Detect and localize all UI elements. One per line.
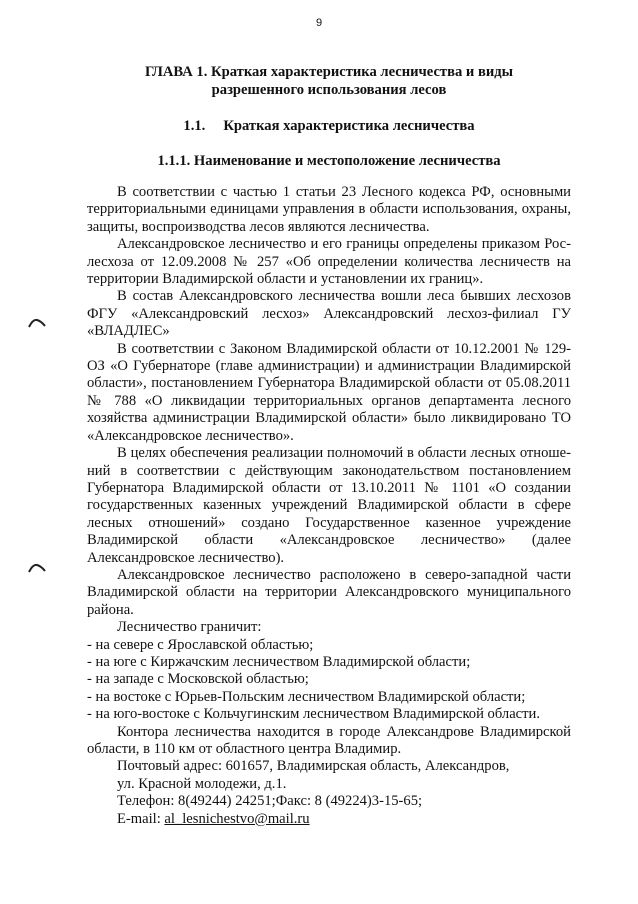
email-link[interactable]: al_lesnichestvo@mail.ru	[164, 810, 310, 827]
address-line: ул. Красной молодежи, д.1.	[117, 775, 287, 792]
chapter-title-line: разрешенного использования лесов	[211, 82, 447, 98]
paragraph: В соответствии с частью 1 статьи 23 Лесного кодекса РФ, основными территориальными единицами управления в области использования, охраны, защиты, воспроизводства лесов являются лесничества.	[87, 184, 571, 235]
email-line	[87, 811, 571, 828]
subsection-title: 1.1.1. Наименование и местоположение лесничества	[157, 153, 501, 169]
address-line: Почтовый адрес: 601657, Владимирская область, Александров,	[117, 758, 510, 775]
margin-mark-icon	[28, 563, 46, 573]
email-label: E-mail:	[117, 810, 165, 827]
paragraph: В состав Александровского лесничества вошли леса бывших лесхозов ФГУ «Александровский лесхоз» Александровский лесхоз-филиал ГУ «ВЛАДЛЕС»	[87, 288, 571, 340]
chapter-title-line: ГЛАВА 1. Краткая характеристика лесничества и виды	[144, 64, 514, 80]
office-paragraph: Контора лесничества находится в городе Александрове Владимирской области, в 110 км от областного центра Владимир.	[87, 723, 571, 757]
list-item: - на юго-востоке с Кольчугинским лесничеством Владимирской области.	[87, 706, 540, 723]
chapter-title	[87, 63, 571, 99]
list-item: - на севере с Ярославской областью;	[87, 636, 314, 653]
list-item: - на востоке с Юрьев-Польским лесничеством Владимирской области;	[87, 688, 526, 705]
phone-line: Телефон: 8(49244) 24251;Факс: 8 (49224)3-15-65;	[117, 793, 423, 810]
list-item: - на западе с Московской областью;	[87, 671, 309, 688]
margin-mark-icon	[28, 318, 46, 328]
paragraph: В целях обеспечения реализации полномочий в области лесных отношений в соответствии с действующим законодательством постановлением Губернатора Владимирской области от 13.10.2011 № 1101 «О создании государственных казенных учреждений Владимирской области в сфере лесных отношений» создано Государственное казенное учреждение Владимирской области «Александровское лесничество» (далее Александровское лесничество).	[87, 445, 571, 566]
paragraph: В соответствии с Законом Владимирской области от 10.12.2001 № 129-ОЗ «О Губернаторе (главе администрации) и администрации Владимирской области», постановлением Губернатора Владимирской области от 05.08.2011 № 788 «О ликвидации территориальных органов департамента лесного хозяйства администрации Владимирской области» было ликвидировано ТО «Александровское лесничество».	[87, 340, 571, 444]
section-title-text: Краткая характеристика лесничества	[223, 118, 475, 134]
paragraph: Александровское лесничество и его границы определены приказом Рослесхоза от 12.09.2008 № 257 «Об определении количества лесничеств на территории Владимирской области и установлении их границ».	[87, 236, 571, 288]
section-title	[87, 117, 571, 135]
list-item: - на юге с Киржачским лесничеством Владимирской области;	[87, 653, 471, 670]
page-number: 9	[315, 17, 323, 29]
section-number: 1.1.	[183, 118, 206, 134]
paragraph: Александровское лесничество расположено в северо-западной части Владимирской области на территории Александровского муниципального района.	[87, 566, 571, 618]
borders-intro: Лесничество граничит:	[117, 619, 262, 636]
document-body	[87, 63, 571, 828]
